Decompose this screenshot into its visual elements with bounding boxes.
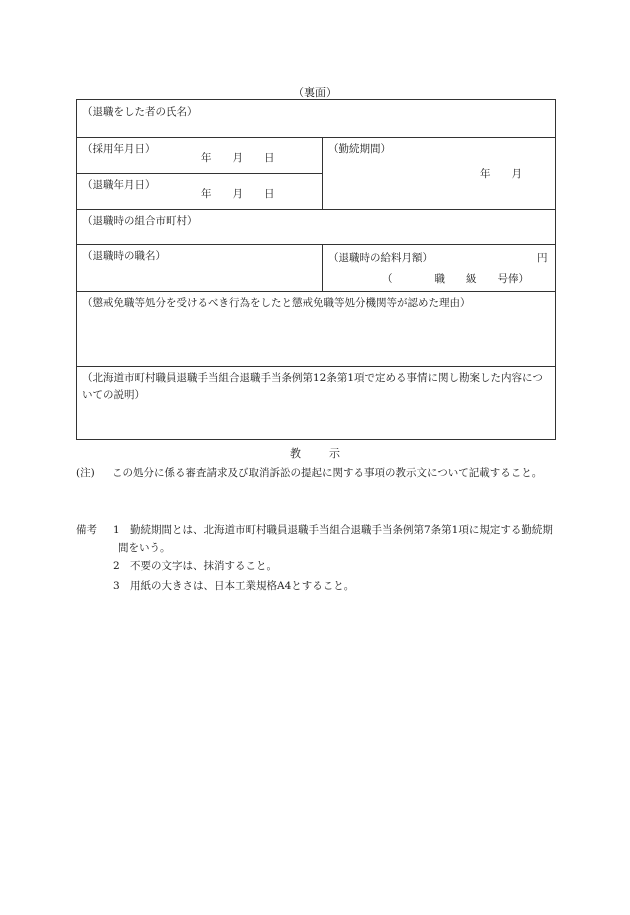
row-divider [77,291,555,292]
note-label: (注) [76,467,95,479]
remark-number: 2 [113,560,120,572]
municipality-label: （退職時の組合市町村） [82,215,198,227]
grade-line: （ 職 級 号俸） [382,273,529,285]
row-divider [77,173,322,174]
row-divider [77,366,555,367]
note-text: この処分に係る審査請求及び取消訴訟の提起に関する事項の教示文について記載すること。 [112,467,543,479]
explanation-label: （北海道市町村職員退職手当組合退職手当条例第12条第1項で定める事情に関し勘案した内容についての説明） [82,372,543,401]
hire-date-unit: 年 月 日 [201,152,275,164]
remark-number: 1 [113,524,120,536]
retiree-name-label: （退職をした者の氏名） [82,106,198,118]
remarks-label: 備考 [76,524,97,536]
remark-text: 勤続期間とは、北海道市町村職員退職手当組合退職手当条例第7条第1項に規定する勤続期間をいう。 [118,524,553,554]
position-label: （退職時の職名） [82,250,166,262]
disciplinary-reason-label: （懲戒免職等処分を受けるべき行為をしたと懲戒免職等処分機関等が認めた理由） [82,297,471,309]
salary-unit: 円 [537,252,548,264]
remark-text: 用紙の大きさは、日本工業規格A4とすること。 [130,580,355,592]
row-divider [77,137,555,138]
salary-label: （退職時の給料月額） [328,252,433,264]
row-divider [77,244,555,245]
remark-text: 不要の文字は、抹消すること。 [130,560,277,572]
column-divider [322,244,323,291]
service-period-unit: 年 月 [480,168,522,180]
column-divider [322,137,323,209]
row-divider [77,209,555,210]
instruction-heading: 教示 [290,447,368,460]
retirement-form-table [76,99,556,440]
retire-date-unit: 年 月 日 [201,188,275,200]
hire-date-label: （採用年月日） [82,143,156,155]
remark-number: 3 [113,580,120,592]
service-period-label: （勤続期間） [328,143,391,155]
retire-date-label: （退職年月日） [82,179,156,191]
page-title: （裏面） [293,86,337,99]
